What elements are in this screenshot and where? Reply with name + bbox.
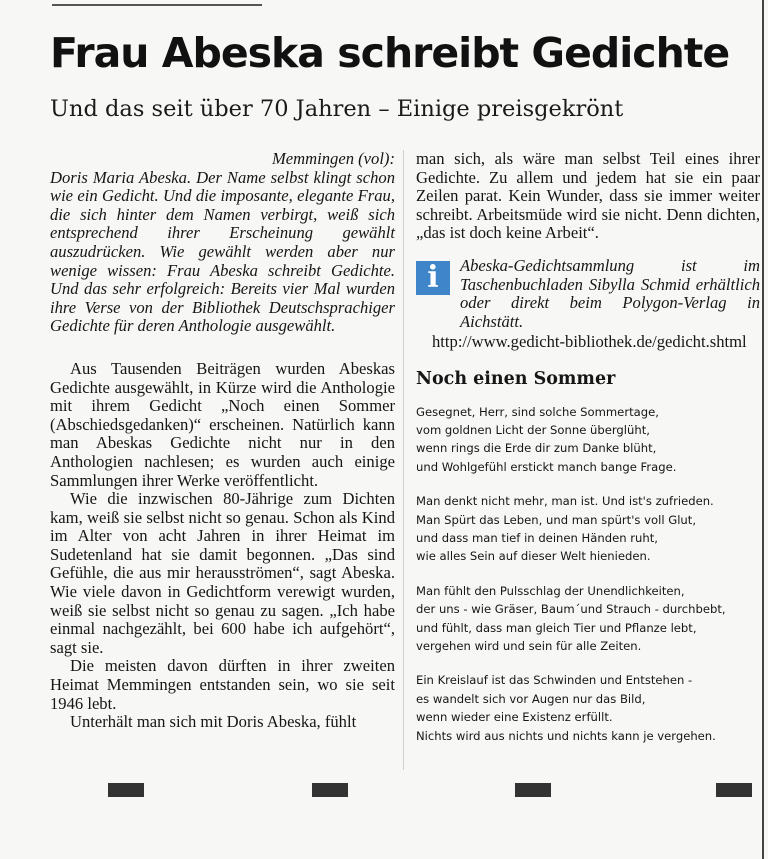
poem-line: Man Spürt das Leben, und man spürt's voll Glut, [416,512,697,527]
poem-title: Noch einen Sommer [416,368,616,389]
poem-line: vergehen wird und sein für alle Zeiten. [416,639,642,653]
info-url-link[interactable]: http://www.gedicht-bibliothek.de/gedicht.shtml [432,332,747,352]
poem-line: Ein Kreislauf ist das Schwinden und Entstehen - [416,673,693,688]
poem-line: vom goldnen Licht der Sonne überglüht, [416,422,650,437]
article-left-column [50,150,395,732]
poem-line: und dass man tief in deinen Händen ruht, [416,530,658,545]
poem-line: Man denkt nicht mehr, man ist. Und ist's zufrieden. [416,494,714,509]
poem-stanza [416,582,760,656]
dateline: Memmingen (vol): [271,149,395,168]
scan-mark [515,783,551,797]
poem-line: wie alles Sein auf dieser Welt hienieden. [416,549,651,564]
info-box [416,257,760,352]
page-edge [762,0,764,859]
poem-line: Gesegnet, Herr, sind solche Sommertage, [416,404,659,419]
poem-stanza [416,403,760,477]
poem-line: und fühlt, dass man gleich Tier und Pflanze lebt, [416,620,697,635]
top-rule [52,4,262,6]
lead-text: Doris Maria Abeska. Der Name selbst klingt schon wie ein Gedicht. Und die imposante, elegante Frau, die sich hinter dem Namen verbirgt, weiß sich entsprechend ihrer Erscheinung gewählt auszudrücken. Wie gewählt werden aber nur wenige wissen: Frau Abeska schreibt Gedichte. Und das sehr erfolgreich: Bereits vier Mal wurden ihre Verse von der Bibliothek Deutschsprachiger Gedichte für deren Anthologie ausgewählt. [50,167,395,336]
scan-mark [108,783,144,797]
poem-line: es wandelt sich vor Augen nur das Bild, [416,691,646,706]
poem [416,403,760,746]
poem-stanza [416,492,760,566]
body-paragraph: Die meisten davon dürften in ihrer zweiten Heimat Memmingen entstanden sein, wo sie seit 1946 lebt. [50,656,395,713]
scan-mark [312,783,348,797]
poem-stanza [416,671,760,745]
poem-line: und Wohlgefühl erstickt manch bange Frage. [416,459,677,474]
poem-line: Man fühlt den Pulsschlag der Unendlichkeiten, [416,583,685,598]
poem-line: wenn rings die Erde dir zum Danke blüht, [416,441,657,456]
info-icon: i [416,261,450,295]
headline: Frau Abeska schreibt Gedichte [50,29,730,77]
column-divider [403,150,404,770]
body-paragraph: Aus Tausenden Beiträgen wurden Abeskas Gedichte ausgewählt, in Kürze wird die Anthologie mit ihrem Gedicht „Noch einen Sommer (Abschiedsgedanken)“ erscheinen. Natürlich kann man Abeskas Gedichte nicht nur in den Anthologien nachlesen; es wurden auch einige Sammlungen ihrer Werke veröffentlicht. [50,358,395,490]
article-right-column [416,150,760,761]
scan-mark [716,783,752,797]
poem-line: Nichts wird aus nichts und nichts kann je vergehen. [416,728,716,743]
poem-line: wenn wieder eine Existenz erfüllt. [416,710,613,725]
subheadline: Und das seit über 70 Jahren – Einige preisgekrönt [50,96,624,122]
lead-paragraph [50,150,395,336]
info-text: Abeska-Gedichtsammlung ist im Taschenbuchladen Sibylla Schmid erhältlich oder direkt beim Polygon-Verlag in Aichstätt. [460,255,760,331]
body-paragraph-continued: man sich, als wäre man selbst Teil eines ihrer Gedichte. Zu allem und jedem hat sie ein paar Zeilen parat. Kein Wunder, dass sie immer weiter schreibt. Arbeitsmüde wird sie nicht. Denn dichten, „das ist doch keine Arbeit“. [416,149,760,243]
body-paragraph: Wie die inzwischen 80-Jährige zum Dichten kam, weiß sie selbst nicht so genau. Schon als Kind im Alter von acht Jahren in ihrer Heimat im Sudetenland hat sie damit begonnen. „Das sind Gefühle, die aus mir herausströmen“, sagt Abeska. Wie viele davon in Gedichtform verewigt wurden, weiß sie selbst nicht so genau zu sagen. „Ich habe einmal nachgezählt, bei 600 habe ich aufgehört“, sagt sie. [50,489,395,657]
poem-line: der uns - wie Gräser, Baum´und Strauch - durchbebt, [416,602,726,617]
body-paragraph: Unterhält man sich mit Doris Abeska, fühlt [70,712,357,732]
